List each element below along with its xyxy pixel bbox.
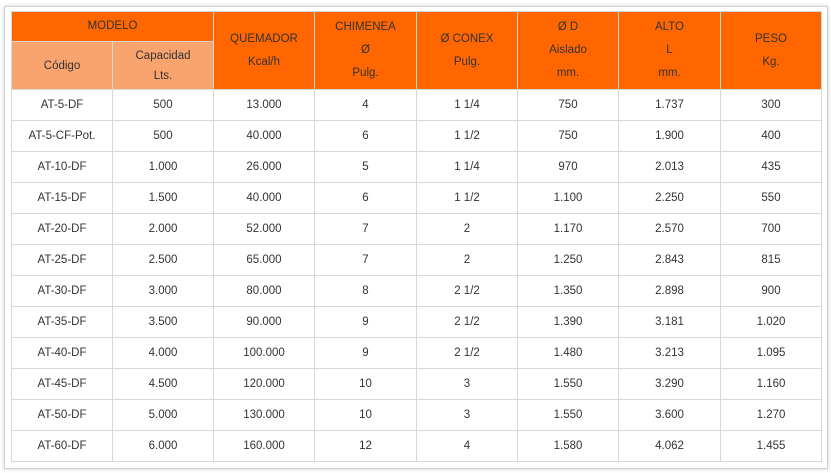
- cell-peso: 1.455: [721, 431, 822, 462]
- cell-alto: 2.843: [619, 245, 721, 276]
- header-codigo: Código: [12, 42, 113, 90]
- cell-conex: 2 1/2: [417, 307, 518, 338]
- cell-codigo: AT-50-DF: [12, 400, 113, 431]
- cell-conex: 1 1/2: [417, 183, 518, 214]
- cell-quemador: 100.000: [214, 338, 315, 369]
- cell-chimenea: 10: [315, 369, 417, 400]
- cell-conex: 1 1/2: [417, 121, 518, 152]
- cell-chimenea: 4: [315, 90, 417, 121]
- cell-conex: 2: [417, 245, 518, 276]
- cell-capacidad: 2.500: [113, 245, 214, 276]
- cell-diametro: 1.170: [518, 214, 619, 245]
- table-row: [12, 90, 822, 121]
- cell-diametro: 1.550: [518, 369, 619, 400]
- cell-capacidad: 5.000: [113, 400, 214, 431]
- cell-quemador: 80.000: [214, 276, 315, 307]
- specifications-table: [11, 11, 822, 462]
- table-row: [12, 245, 822, 276]
- cell-conex: 4: [417, 431, 518, 462]
- header-capacidad: Capacidad Lts.: [113, 42, 214, 90]
- table-row: [12, 338, 822, 369]
- cell-codigo: AT-45-DF: [12, 369, 113, 400]
- cell-alto: 1.900: [619, 121, 721, 152]
- table-row: [12, 121, 822, 152]
- cell-conex: 2: [417, 214, 518, 245]
- cell-diametro: 1.580: [518, 431, 619, 462]
- cell-diametro: 1.350: [518, 276, 619, 307]
- header-peso: PESO Kg.: [721, 12, 822, 90]
- table-row: [12, 400, 822, 431]
- cell-alto: 4.062: [619, 431, 721, 462]
- cell-diametro: 1.100: [518, 183, 619, 214]
- cell-chimenea: 7: [315, 214, 417, 245]
- cell-peso: 1.270: [721, 400, 822, 431]
- cell-alto: 2.250: [619, 183, 721, 214]
- table-row: [12, 431, 822, 462]
- table-row: [12, 183, 822, 214]
- header-conex: Ø CONEX Pulg.: [417, 12, 518, 90]
- cell-chimenea: 9: [315, 307, 417, 338]
- cell-quemador: 120.000: [214, 369, 315, 400]
- cell-quemador: 90.000: [214, 307, 315, 338]
- cell-diametro: 1.480: [518, 338, 619, 369]
- cell-capacidad: 500: [113, 121, 214, 152]
- cell-chimenea: 5: [315, 152, 417, 183]
- header-chimenea: CHIMENEA Ø Pulg.: [315, 12, 417, 90]
- cell-quemador: 40.000: [214, 121, 315, 152]
- cell-alto: 3.213: [619, 338, 721, 369]
- cell-alto: 2.570: [619, 214, 721, 245]
- cell-peso: 900: [721, 276, 822, 307]
- cell-peso: 300: [721, 90, 822, 121]
- cell-peso: 1.095: [721, 338, 822, 369]
- cell-chimenea: 6: [315, 121, 417, 152]
- cell-quemador: 13.000: [214, 90, 315, 121]
- cell-diametro: 750: [518, 90, 619, 121]
- cell-conex: 1 1/4: [417, 152, 518, 183]
- table-row: [12, 307, 822, 338]
- cell-alto: 2.898: [619, 276, 721, 307]
- cell-chimenea: 10: [315, 400, 417, 431]
- cell-alto: 1.737: [619, 90, 721, 121]
- cell-chimenea: 9: [315, 338, 417, 369]
- cell-peso: 435: [721, 152, 822, 183]
- cell-diametro: 750: [518, 121, 619, 152]
- cell-peso: 550: [721, 183, 822, 214]
- cell-alto: 3.600: [619, 400, 721, 431]
- cell-codigo: AT-30-DF: [12, 276, 113, 307]
- cell-diametro: 1.390: [518, 307, 619, 338]
- cell-quemador: 40.000: [214, 183, 315, 214]
- cell-capacidad: 500: [113, 90, 214, 121]
- header-alto: ALTO L mm.: [619, 12, 721, 90]
- cell-capacidad: 3.000: [113, 276, 214, 307]
- cell-peso: 1.020: [721, 307, 822, 338]
- cell-diametro: 970: [518, 152, 619, 183]
- cell-peso: 815: [721, 245, 822, 276]
- cell-chimenea: 12: [315, 431, 417, 462]
- cell-capacidad: 3.500: [113, 307, 214, 338]
- cell-alto: 3.181: [619, 307, 721, 338]
- cell-codigo: AT-40-DF: [12, 338, 113, 369]
- cell-chimenea: 7: [315, 245, 417, 276]
- table-row: [12, 214, 822, 245]
- cell-peso: 1.160: [721, 369, 822, 400]
- cell-capacidad: 6.000: [113, 431, 214, 462]
- header-modelo: MODELO: [12, 12, 214, 42]
- cell-conex: 2 1/2: [417, 338, 518, 369]
- table-frame: [4, 6, 828, 469]
- cell-codigo: AT-15-DF: [12, 183, 113, 214]
- header-quemador: QUEMADOR Kcal/h: [214, 12, 315, 90]
- cell-diametro: 1.550: [518, 400, 619, 431]
- cell-peso: 400: [721, 121, 822, 152]
- cell-codigo: AT-25-DF: [12, 245, 113, 276]
- cell-capacidad: 4.000: [113, 338, 214, 369]
- cell-capacidad: 4.500: [113, 369, 214, 400]
- cell-quemador: 52.000: [214, 214, 315, 245]
- cell-conex: 2 1/2: [417, 276, 518, 307]
- cell-quemador: 26.000: [214, 152, 315, 183]
- cell-capacidad: 2.000: [113, 214, 214, 245]
- cell-quemador: 160.000: [214, 431, 315, 462]
- cell-codigo: AT-20-DF: [12, 214, 113, 245]
- cell-peso: 700: [721, 214, 822, 245]
- header-diametro: Ø D Aislado mm.: [518, 12, 619, 90]
- cell-codigo: AT-5-DF: [12, 90, 113, 121]
- cell-chimenea: 6: [315, 183, 417, 214]
- cell-capacidad: 1.000: [113, 152, 214, 183]
- cell-codigo: AT-60-DF: [12, 431, 113, 462]
- cell-codigo: AT-10-DF: [12, 152, 113, 183]
- cell-codigo: AT-35-DF: [12, 307, 113, 338]
- cell-quemador: 130.000: [214, 400, 315, 431]
- cell-conex: 3: [417, 400, 518, 431]
- table-body: [12, 90, 822, 462]
- table-row: [12, 276, 822, 307]
- cell-diametro: 1.250: [518, 245, 619, 276]
- cell-quemador: 65.000: [214, 245, 315, 276]
- table-row: [12, 152, 822, 183]
- cell-alto: 3.290: [619, 369, 721, 400]
- cell-chimenea: 8: [315, 276, 417, 307]
- cell-capacidad: 1.500: [113, 183, 214, 214]
- cell-conex: 1 1/4: [417, 90, 518, 121]
- table-row: [12, 369, 822, 400]
- cell-alto: 2.013: [619, 152, 721, 183]
- cell-codigo: AT-5-CF-Pot.: [12, 121, 113, 152]
- cell-conex: 3: [417, 369, 518, 400]
